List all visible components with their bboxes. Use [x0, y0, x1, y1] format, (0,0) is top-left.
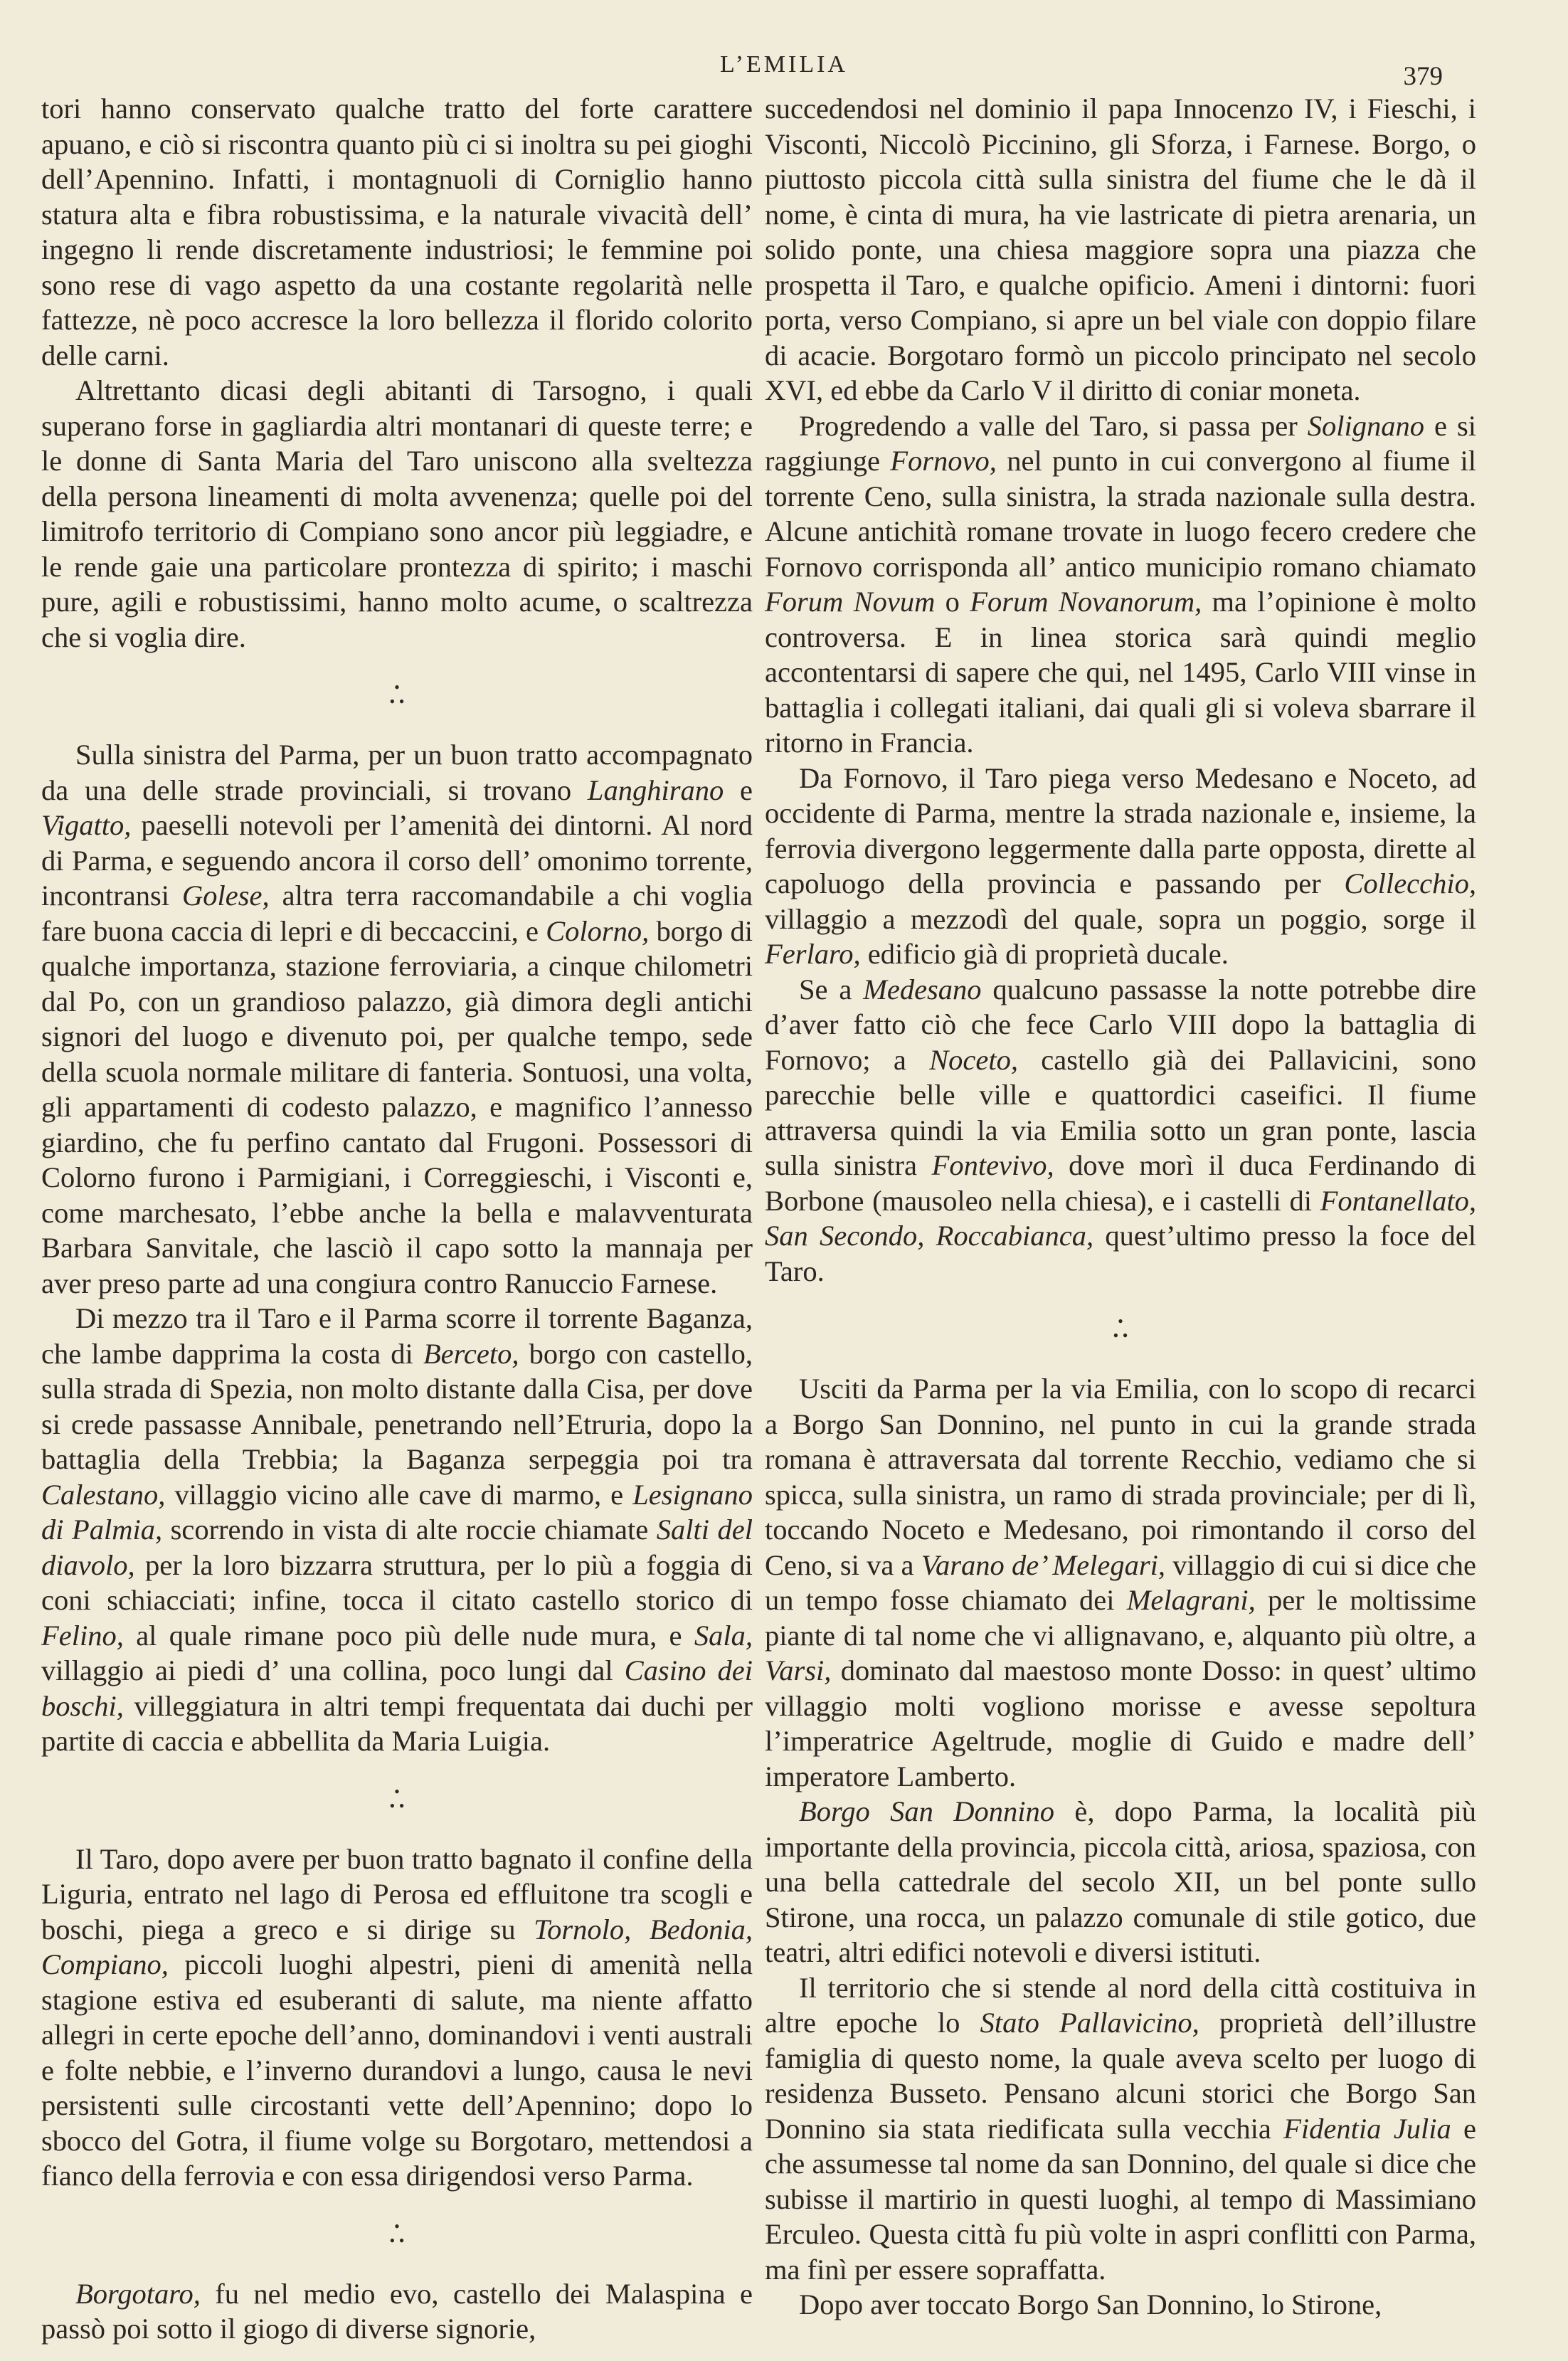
paragraph: Da Fornovo, il Taro piega verso Medesano e Noceto, ad occidente di Parma, mentre la strada nazionale e, insieme, la ferrovia divergono leggermente dalla parte opposta, dirette al capoluogo della provincia e passando per Collecchio, villaggio a mezzodì del quale, sopra un poggio, sorge il Ferlaro, edificio già di proprietà ducale. [765, 761, 1476, 970]
paragraph: Il Taro, dopo avere per buon tratto bagnato il confine della Liguria, entrato nel lago di Perosa ed effluitone tra scogli e boschi, piega a greco e si dirige su Tornolo, Bedonia, Compiano, piccoli luoghi alpestri, pieni di amenità nella stagione estiva ed esuberanti di salute, ma niente affatto allegri in certe epoche dell’anno, dominandovi i venti australi e folte nebbie, e l’inverno durandovi a lungo, causa le nevi persistenti sulle circostanti vette dell’Apennino; dopo lo sbocco del Gotra, il fiume volge su Borgotaro, mettendosi a fianco della ferrovia e con essa dirigendosi verso Parma. [41, 1842, 753, 2192]
paragraph: Se a Medesano qualcuno passasse la notte potrebbe dire d’aver fatto ciò che fece Carlo VIII dopo la battaglia di Fornovo; a Noceto, castello già dei Pallavicini, sono parecchie belle ville e quattordici caseifici. Il fiume attraversa quindi la via Emilia sotto un gran ponte, lascia sulla sinistra Fontevivo, dove morì il duca Ferdinando di Borbone (mausoleo nella chiesa), e i castelli di Fontanellato, San Secondo, Roccabianca, quest’ultimo presso la foce del Taro. [765, 973, 1477, 1287]
paragraph: Il territorio che si stende al nord della città costituiva in altre epoche lo Stato Pallavicino, proprietà dell’illustre famiglia di questo nome, la quale aveva scelto per luogo di residenza Busseto. Pensano alcuni storici che Borgo San Donnino sia stata riedificata sulla vecchia Fidentia Julia e che assumesse tal nome da san Donnino, del quale si dice che subisse il martirio in questi luoghi, al tempo di Massimiano Erculeo. Questa città fu più volte in aspri conflitti con Parma, ma finì per essere sopraffatta. [765, 1971, 1476, 2286]
section-separator: • • • [1113, 1312, 1128, 1344]
paragraph: succedendosi nel dominio il papa Innocenzo IV, i Fieschi, i Visconti, Niccolò Piccinino, gli Sforza, i Farnese. Borgo, o piuttosto piccola città sulla sinistra del fiume che le dà il nome, è cinta di mura, ha vie lastricate di pietra arenaria, un solido ponte, una chiesa maggiore sopra una piazza che prospetta il Taro, e qualche opificio. Ameni i dintorni: fuori porta, verso Compiano, si apre un bel viale con doppio filare di acacie. Borgotaro formò un piccolo principato nel secolo XVI, ed ebbe da Carlo V il diritto di coniar moneta. [765, 93, 1476, 406]
paragraph: Usciti da Parma per la via Emilia, con lo scopo di recarci a Borgo San Donnino, nel punto in cui la grande strada romana è attraversata dal torrente Recchio, vediamo che si spicca, sulla sinistra, un ramo di strada provinciale; per di lì, toccando Noceto e Medesano, poi rimontando il corso del Ceno, si va a Varano de’ Melegari, villaggio di cui si dice che un tempo fosse chiamato dei Melagrani, per le moltissime piante di tal nome che vi allignavano, e, alquanto più oltre, a Varsi, dominato dal maestoso monte Dosso: in quest’ ultimo villaggio molti vogliono morisse e avesse sepoltura l’imperatrice Ageltrude, moglie di Guido e madre dell’ imperatore Lamberto. [765, 1373, 1476, 1792]
paragraph: Sulla sinistra del Parma, per un buon tratto accompagnato da una delle strade provinciali, si trovano Langhirano e Vigatto, paeselli notevoli per l’amenità dei dintorni. Al nord di Parma, e seguendo ancora il corso dell’ omonimo torrente, incontransi Golese, altra terra raccomandabile a chi voglia fare buona caccia di lepri e di beccaccini, e Colorno, borgo di qualche importanza, stazione ferroviaria, a cinque chilometri dal Po, con un grandioso palazzo, già dimora degli antichi signori del luogo e divenuto poi, per qualche tempo, sede della scuola normale militare di fanteria. Sontuosi, una volta, gli appartamenti di codesto palazzo, e magnifico l’annesso giardino, che fu perfino cantato dal Frugoni. Possessori di Colorno furono i Parmigiani, i Correggieschi, i Visconti e, come marchesato, l’ebbe anche la bella e malavventurata Barbara Sanvitale, che lasciò il capo sotto la mannaja per aver preso parte ad una congiura contro Ranuccio Farnese. [41, 739, 753, 1299]
page-number: 379 [1403, 62, 1443, 91]
right-column [765, 91, 1476, 2323]
paragraph: Dopo aver toccato Borgo San Donnino, lo Stirone, [799, 2288, 1382, 2320]
paragraph: Di mezzo tra il Taro e il Parma scorre il torrente Baganza, che lambe dapprima la costa di Berceto, borgo con castello, sulla strada di Spezia, non molto distante dalla Cisa, per dove si crede passasse Annibale, penetrando nell’Etruria, dopo la battaglia della Trebbia; la Baganza serpeggia poi tra Calestano, villaggio vicino alle cave di marmo, e Lesignano di Palmia, scorrendo in vista di alte roccie chiamate Salti del diavolo, per la loro bizzarra struttura, per lo più a foggia di coni schiacciati; infine, tocca il citato castello storico di Felino, al quale rimane poco più delle nude mura, e Sala, villaggio ai piedi d’ una collina, poco lungi dal Casino dei boschi, villeggiatura in altri tempi frequentata dai duchi per partite di caccia e abbellita da Maria Luigia. [41, 1302, 753, 1757]
left-column [41, 91, 753, 2347]
section-separator: • • • [389, 2217, 405, 2249]
section-separator: • • • [389, 678, 405, 710]
paragraph: Borgo San Donnino è, dopo Parma, la località più importante della provincia, piccola città, ariosa, spaziosa, con una bella cattedrale del secolo XII, un bel ponte sullo Stirone, una rocca, un palazzo comunale di stile gotico, due teatri, altri edifici notevoli e diversi istituti. [765, 1795, 1477, 1968]
running-head: L’EMILIA [720, 51, 848, 78]
paragraph: Progredendo a valle del Taro, si passa per Solignano e si raggiunge Fornovo, nel punto in cui convergono al fiume il torrente Ceno, sulla sinistra, la strada nazionale sulla destra. Alcune antichità romane trovate in luogo fecero credere che Fornovo corrisponda all’ antico municipio romano chiamato Forum Novum o Forum Novanorum, ma l’opinione è molto controversa. E in linea storica sarà quindi meglio accontentarsi di sapere che qui, nel 1495, Carlo VIII vinse in battaglia i collegati italiani, dai quali gli si voleva sbarrare il ritorno in Francia. [765, 409, 1476, 759]
section-separator: • • • [389, 1782, 405, 1815]
paragraph: Borgotaro, fu nel medio evo, castello dei Malaspina e passò poi sotto il giogo di diverse signorie, [41, 2277, 753, 2345]
paragraph: tori hanno conservato qualche tratto del forte carattere apuano, e ciò si riscontra quanto più ci si inoltra su pei gioghi dell’Apennino. Infatti, i montagnuoli di Corniglio hanno statura alta e fibra robustissima, e la naturale vivacità dell’ ingegno li rende discretamente industriosi; le femmine poi sono rese di vago aspetto da una costante regolarità nelle fattezze, nè poco accresce la loro bellezza il florido colorito delle carni. [41, 93, 753, 371]
paragraph: Altrettanto dicasi degli abitanti di Tarsogno, i quali superano forse in gagliardia altri montanari di queste terre; e le donne di Santa Maria del Taro uniscono alla sveltezza della persona lineamenti di molta avvenenza; quelle poi del limitrofo territorio di Compiano sono ancor più leggiadre, e le rende gaie una particolare prontezza di spirito; i maschi pure, agili e robustissimi, hanno molto acume, o scaltrezza che si voglia dire. [41, 374, 753, 653]
